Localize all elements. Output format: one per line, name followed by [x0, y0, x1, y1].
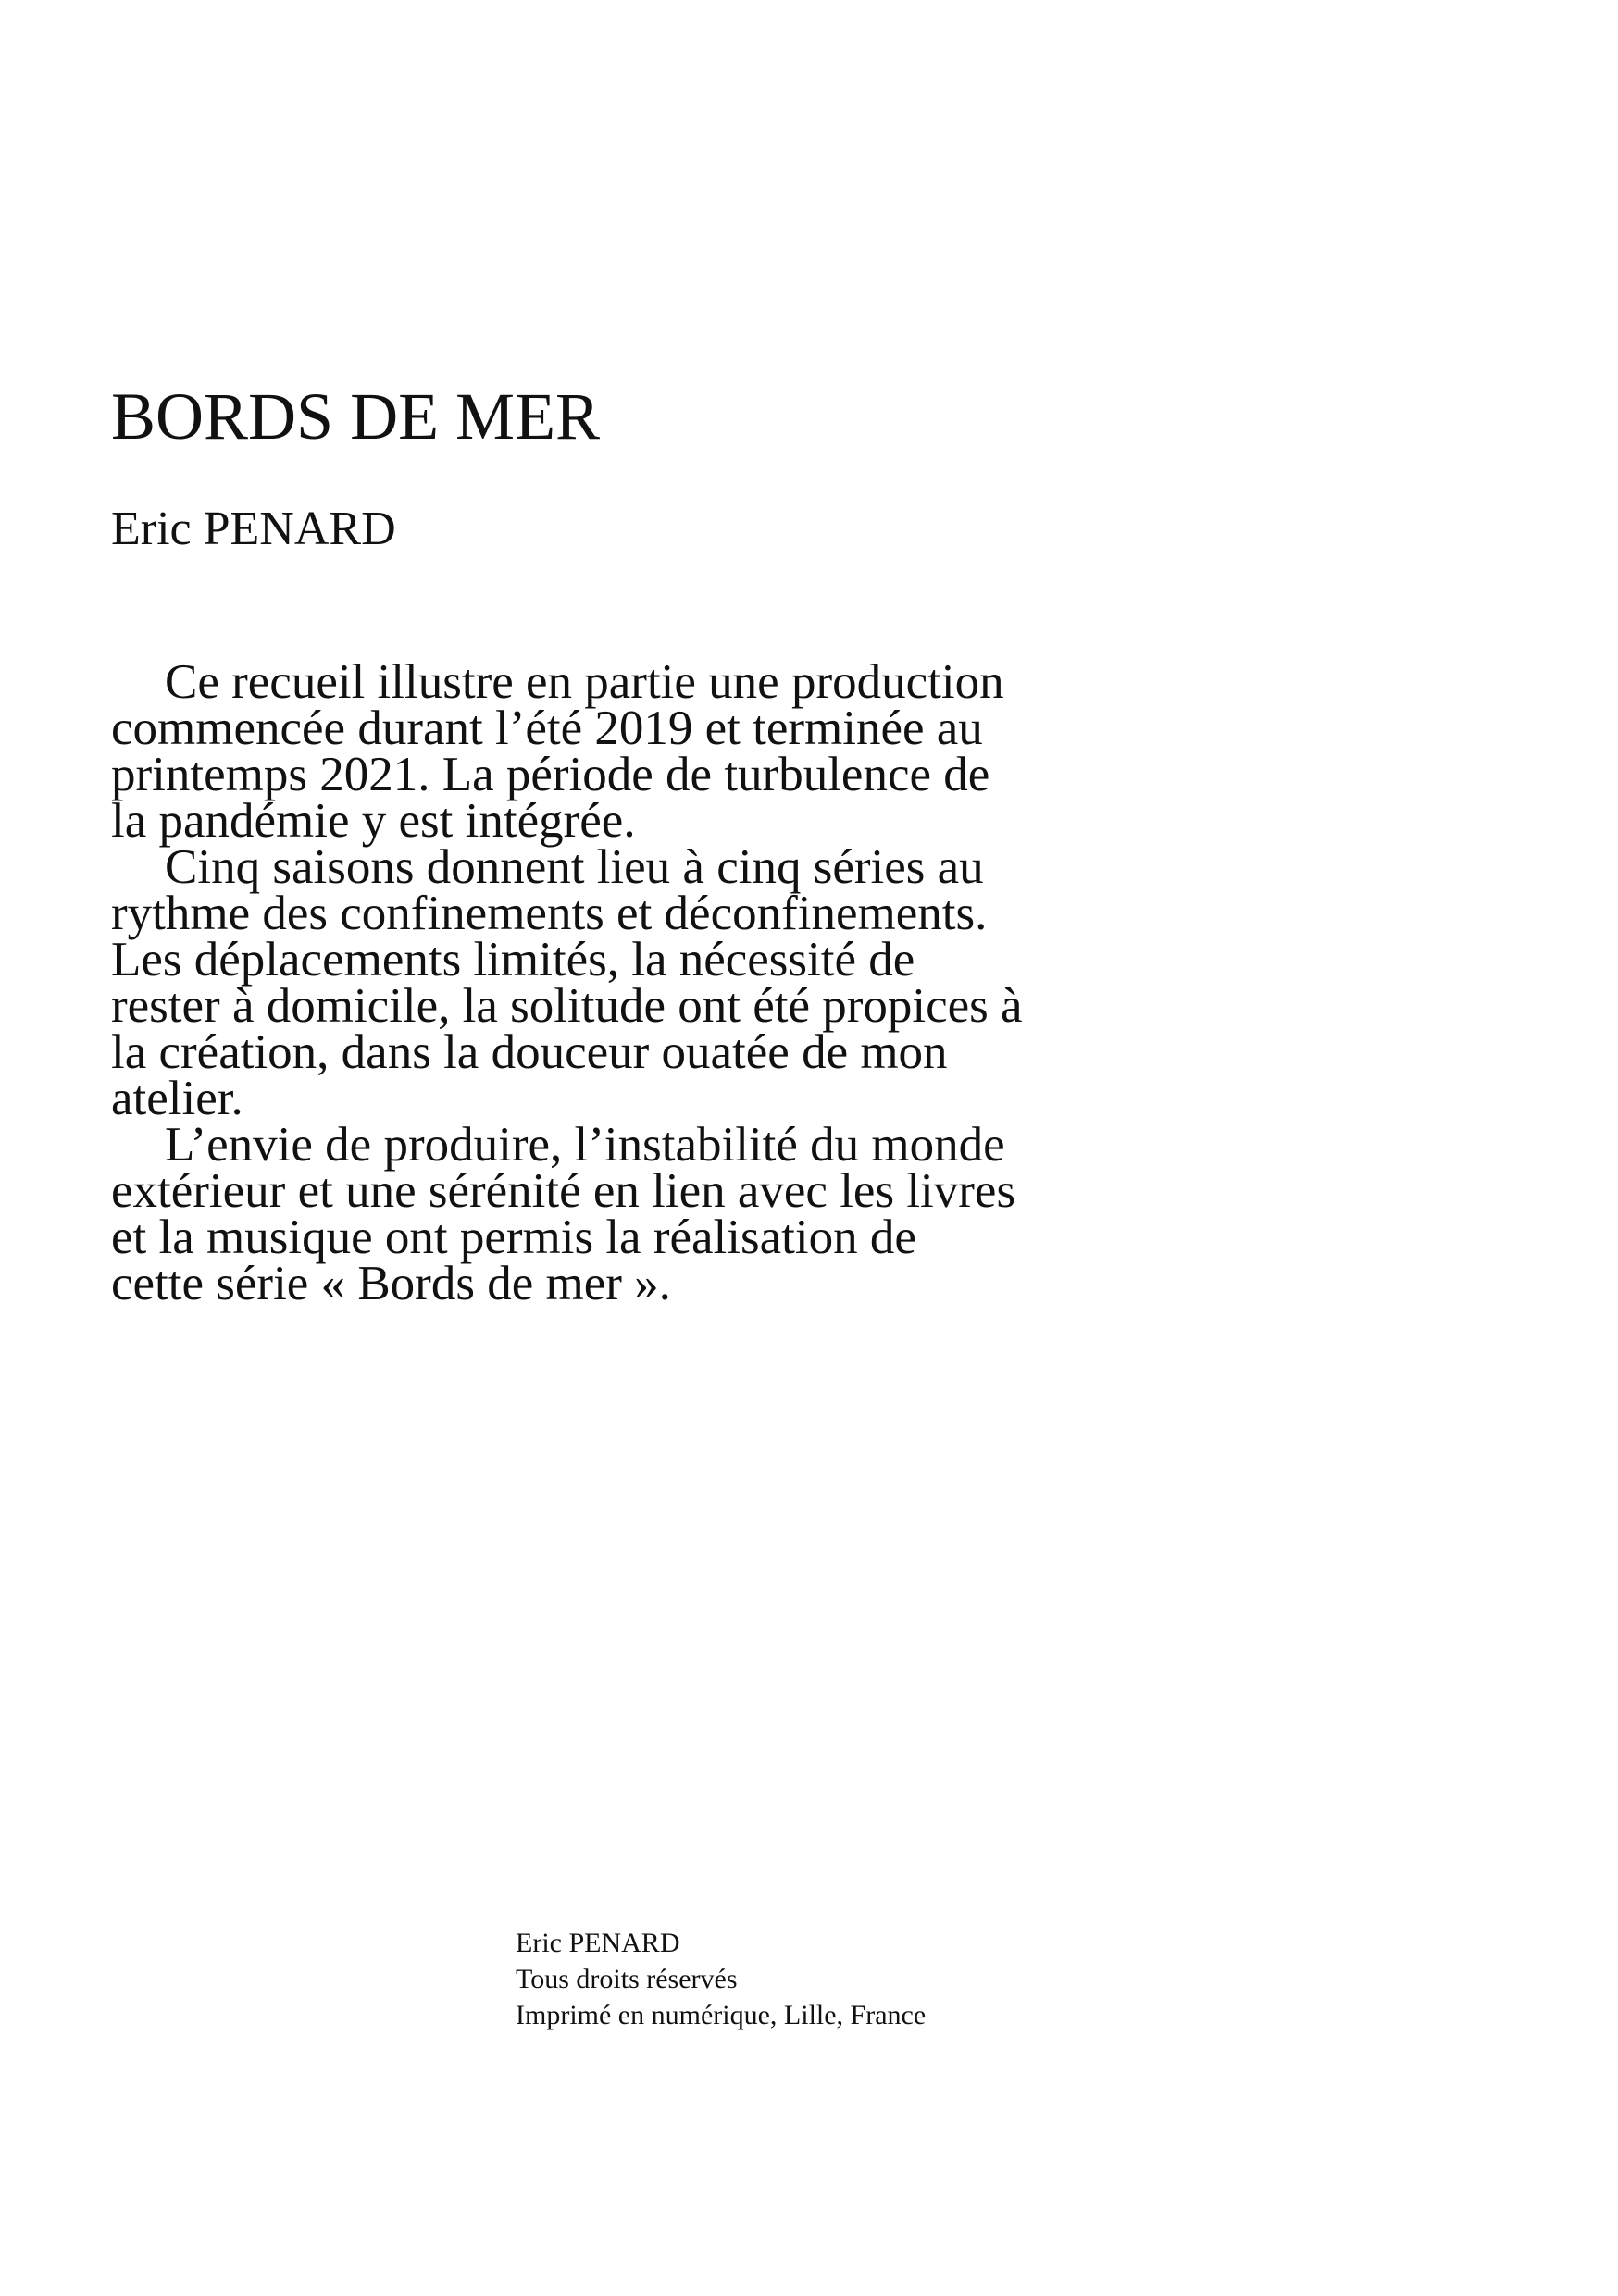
preface-line: cette série « Bords de mer ».: [111, 1257, 671, 1310]
preface-line: commencée durant l’été 2019 et terminée au: [111, 701, 983, 755]
preface-line: et la musique ont permis la réalisation de: [111, 1210, 916, 1264]
preface-line: la création, dans la douceur ouatée de mon: [111, 1025, 948, 1079]
preface-line: Les déplacements limités, la nécessité de: [111, 933, 915, 987]
preface-line: Cinq saisons donnent lieu à cinq séries au: [165, 840, 984, 894]
preface-line: la pandémie y est intégrée.: [111, 794, 636, 848]
document-title: BORDS DE MER: [111, 379, 601, 453]
preface-text: [111, 655, 1268, 1310]
colophon-printing: Imprimé en numérique, Lille, France: [516, 2000, 927, 2030]
preface-line: L’envie de produire, l’instabilité du monde: [165, 1118, 1005, 1172]
preface-line: Ce recueil illustre en partie une production: [165, 655, 1004, 709]
document-author: Eric PENARD: [111, 503, 396, 555]
colophon: [516, 1925, 926, 2033]
preface-line: printemps 2021. La période de turbulence de: [111, 748, 990, 801]
preface-line: extérieur et une sérénité en lien avec les livres: [111, 1164, 1016, 1218]
preface-line: rester à domicile, la solitude ont été propices à: [111, 979, 1023, 1033]
colophon-rights: Tous droits réservés: [516, 1964, 738, 1994]
preface-line: atelier.: [111, 1072, 243, 1125]
colophon-author: Eric PENARD: [516, 1928, 680, 1958]
preface-line: rythme des confinements et déconfinements.: [111, 887, 988, 940]
